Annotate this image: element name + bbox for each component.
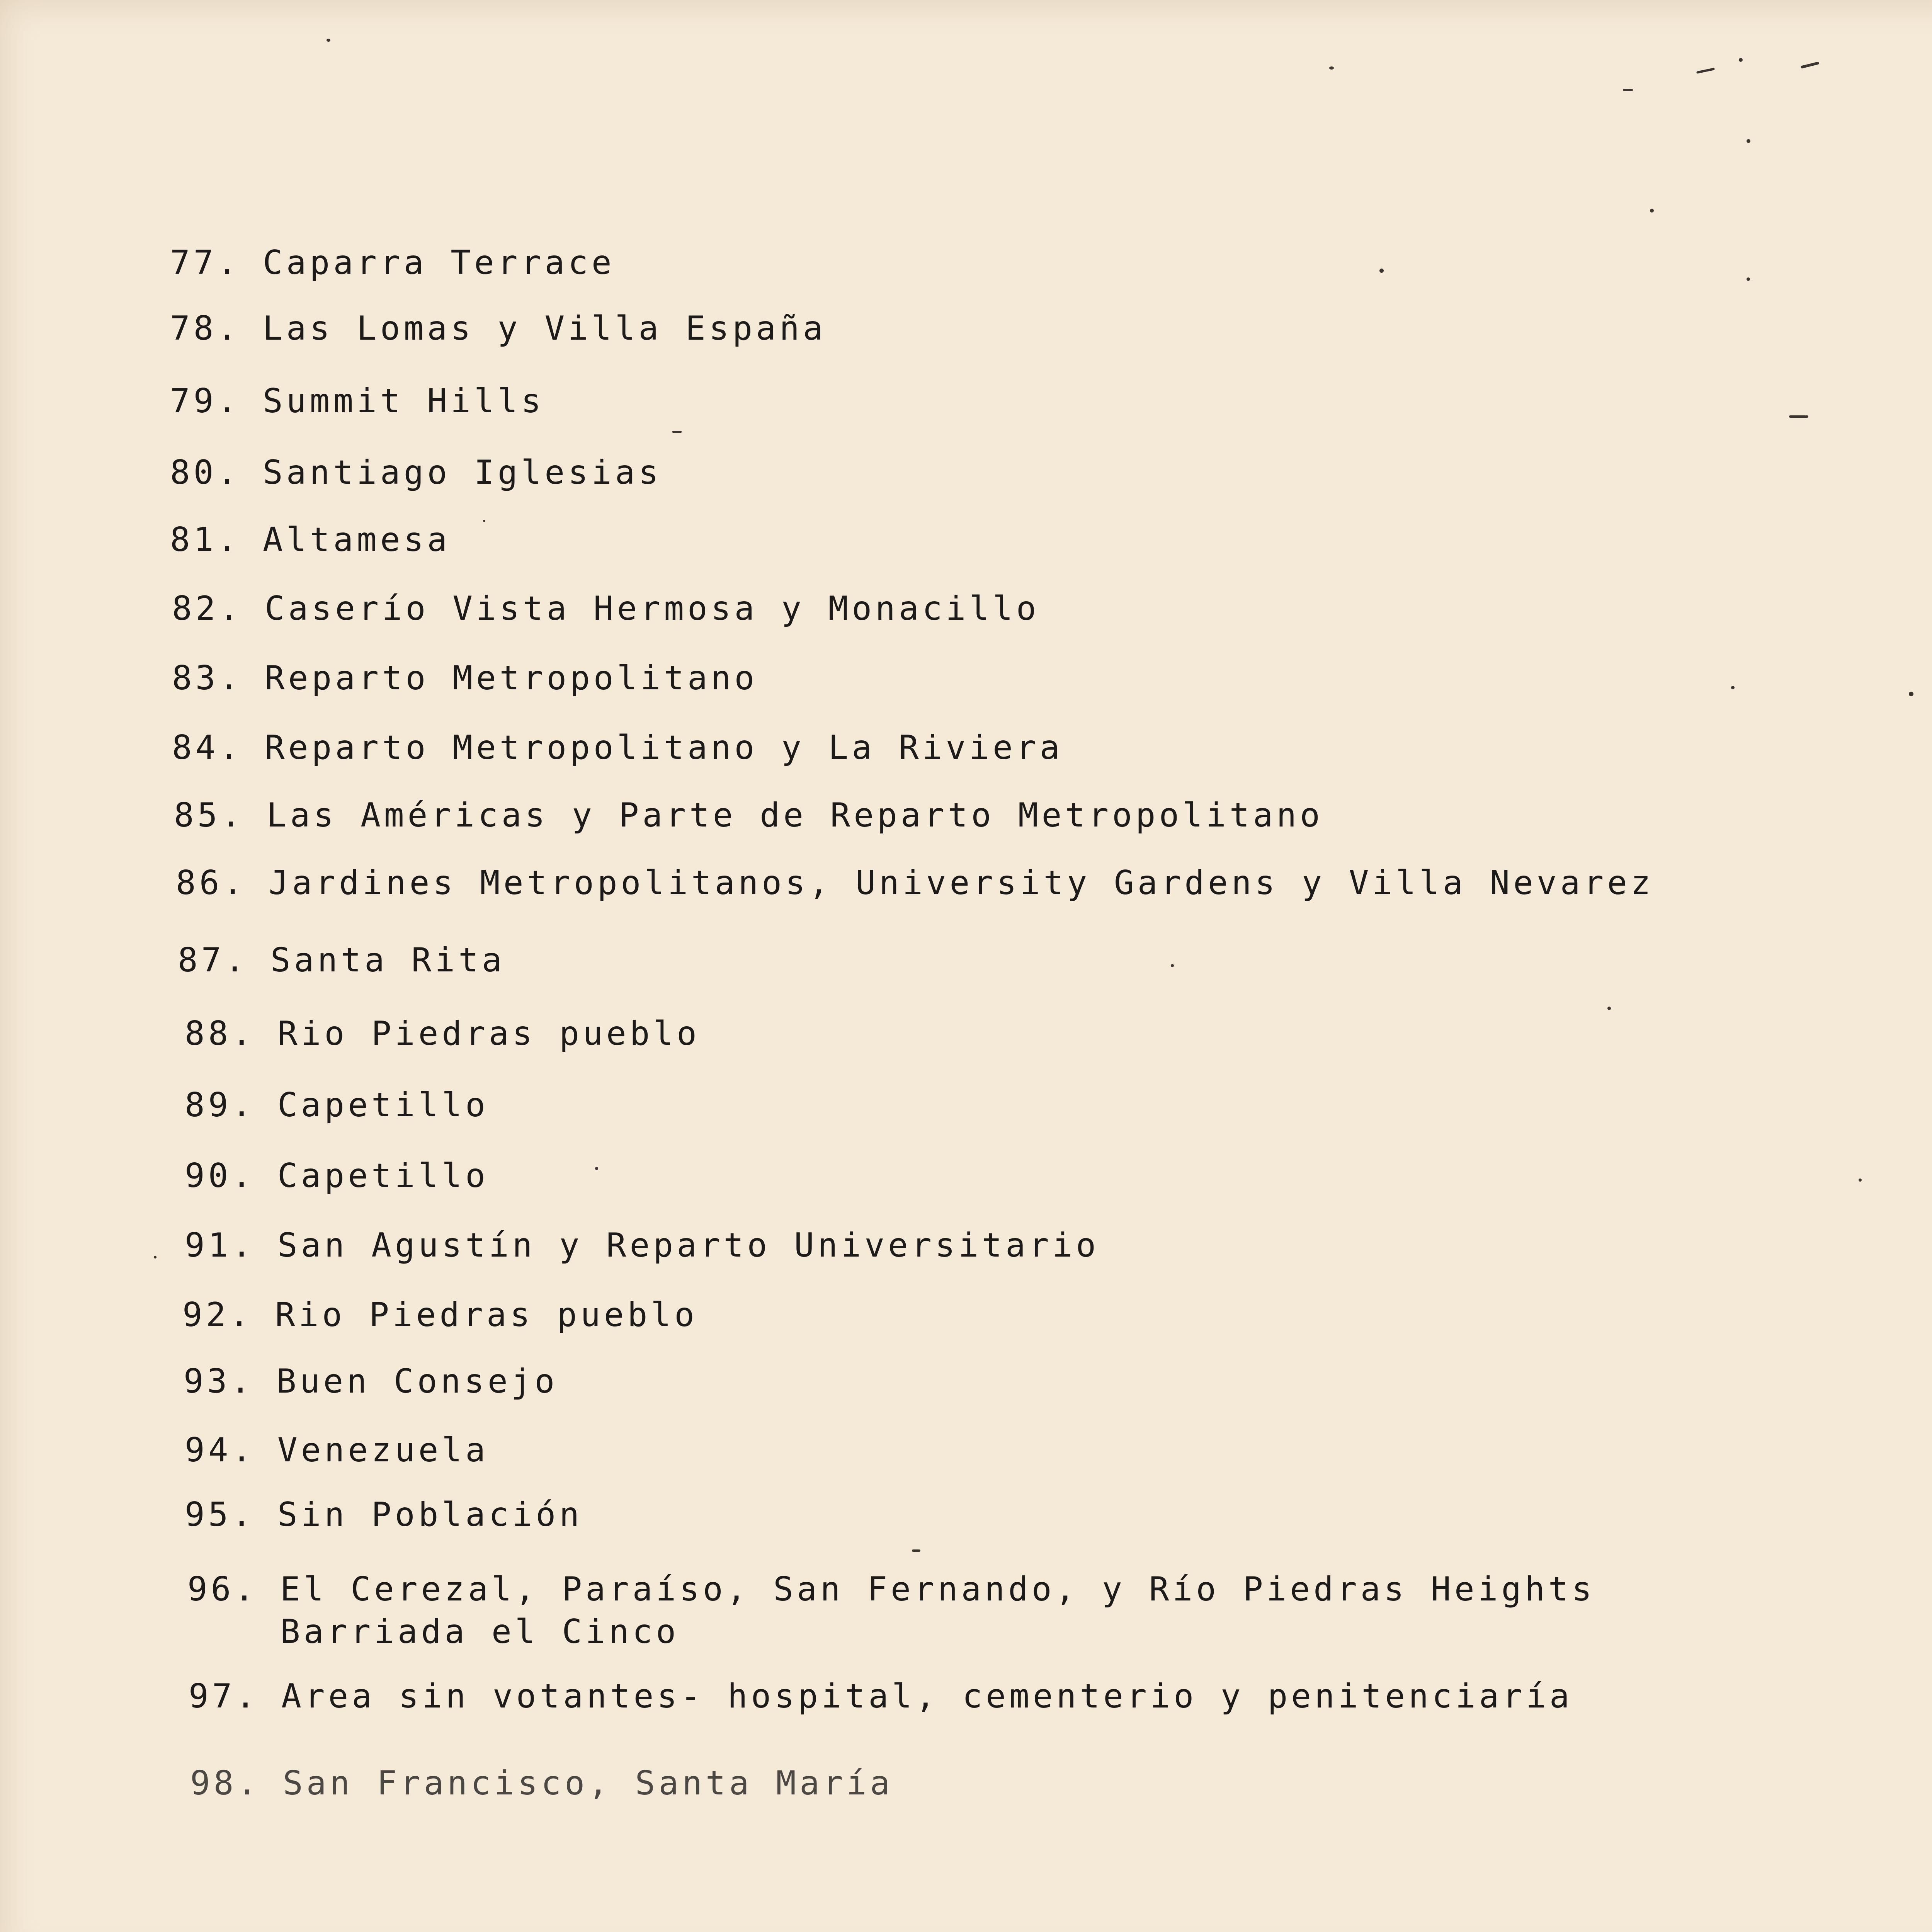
entry-number: 86. bbox=[176, 864, 247, 902]
entry-text: Caparra Terrace bbox=[263, 243, 615, 282]
entry-number: 83. bbox=[172, 659, 243, 697]
entry-text: Las Américas y Parte de Reparto Metropolitano bbox=[267, 796, 1323, 835]
entry-text: Altamesa bbox=[263, 520, 451, 559]
entry-number: 84. bbox=[172, 728, 243, 767]
entry-number: 80. bbox=[170, 453, 241, 492]
entry-text: Jardines Metropolitanos, University Gardens y Villa Nevarez bbox=[269, 864, 1654, 902]
entry-text: Summit Hills bbox=[263, 382, 545, 420]
list-item bbox=[172, 726, 1063, 769]
entry-number: 89. bbox=[185, 1086, 255, 1124]
list-item bbox=[187, 1568, 1595, 1653]
list-item bbox=[184, 1360, 558, 1403]
entry-number: 94. bbox=[185, 1431, 255, 1469]
entry-number: 81. bbox=[170, 520, 241, 559]
list-item bbox=[185, 1429, 489, 1471]
entry-number: 93. bbox=[184, 1362, 254, 1401]
list-item bbox=[182, 1294, 698, 1336]
entry-number: 77. bbox=[170, 243, 241, 282]
entry-text: Capetillo bbox=[277, 1156, 489, 1195]
entry-text: Caserío Vista Hermosa y Monacillo bbox=[265, 589, 1040, 628]
entry-text: Las Lomas y Villa España bbox=[263, 309, 827, 348]
entry-text: Buen Consejo bbox=[276, 1362, 558, 1401]
entry-number: 78. bbox=[170, 309, 241, 348]
entry-number: 90. bbox=[185, 1156, 255, 1195]
entry-text: Reparto Metropolitano bbox=[265, 659, 758, 697]
entry-number: 88. bbox=[185, 1014, 255, 1053]
entry-number: 95. bbox=[185, 1495, 255, 1534]
entry-number: 87. bbox=[178, 941, 248, 980]
entry-text: Capetillo bbox=[277, 1086, 489, 1124]
entry-text: Rio Piedras pueblo bbox=[275, 1296, 698, 1334]
entry-number: 79. bbox=[170, 382, 241, 420]
entry-text: Rio Piedras pueblo bbox=[277, 1014, 700, 1053]
list-item bbox=[176, 862, 1654, 904]
list-item bbox=[172, 657, 758, 699]
list-item bbox=[174, 794, 1323, 837]
entry-text: Santiago Iglesias bbox=[263, 453, 662, 492]
list-item bbox=[170, 451, 662, 494]
entry-number: 82. bbox=[172, 589, 243, 628]
entry-number: 97. bbox=[189, 1677, 259, 1716]
list-item bbox=[185, 1155, 489, 1197]
list-item bbox=[190, 1762, 893, 1804]
entry-text: El Cerezal, Paraíso, San Fernando, y Río Piedras Heights Barriada el Cinco bbox=[280, 1570, 1595, 1651]
entry-text: Area sin votantes- hospital, cementerio y penitenciaría bbox=[281, 1677, 1573, 1716]
entry-text: Sin Población bbox=[277, 1495, 583, 1534]
entry-text: Reparto Metropolitano y La Riviera bbox=[265, 728, 1063, 767]
entry-number: 98. bbox=[190, 1764, 261, 1803]
entry-number: 85. bbox=[174, 796, 245, 835]
list-item bbox=[170, 307, 827, 350]
entry-text: San Agustín y Reparto Universitario bbox=[277, 1226, 1100, 1265]
list-item bbox=[170, 242, 615, 284]
list-item bbox=[185, 1012, 700, 1055]
entry-number: 91. bbox=[185, 1226, 255, 1265]
entry-text: Santa Rita bbox=[270, 941, 505, 980]
list-item bbox=[185, 1224, 1099, 1267]
list-item bbox=[170, 380, 544, 422]
list-item bbox=[189, 1675, 1573, 1718]
entry-text: Venezuela bbox=[277, 1431, 489, 1469]
list-item bbox=[185, 1493, 583, 1536]
entry-number: 96. bbox=[187, 1570, 258, 1609]
list-item bbox=[178, 939, 505, 981]
list-item bbox=[185, 1084, 489, 1126]
entry-text: San Francisco, Santa María bbox=[283, 1764, 894, 1803]
list-item bbox=[170, 519, 451, 561]
entry-number: 92. bbox=[182, 1296, 253, 1334]
list-item bbox=[172, 587, 1040, 630]
